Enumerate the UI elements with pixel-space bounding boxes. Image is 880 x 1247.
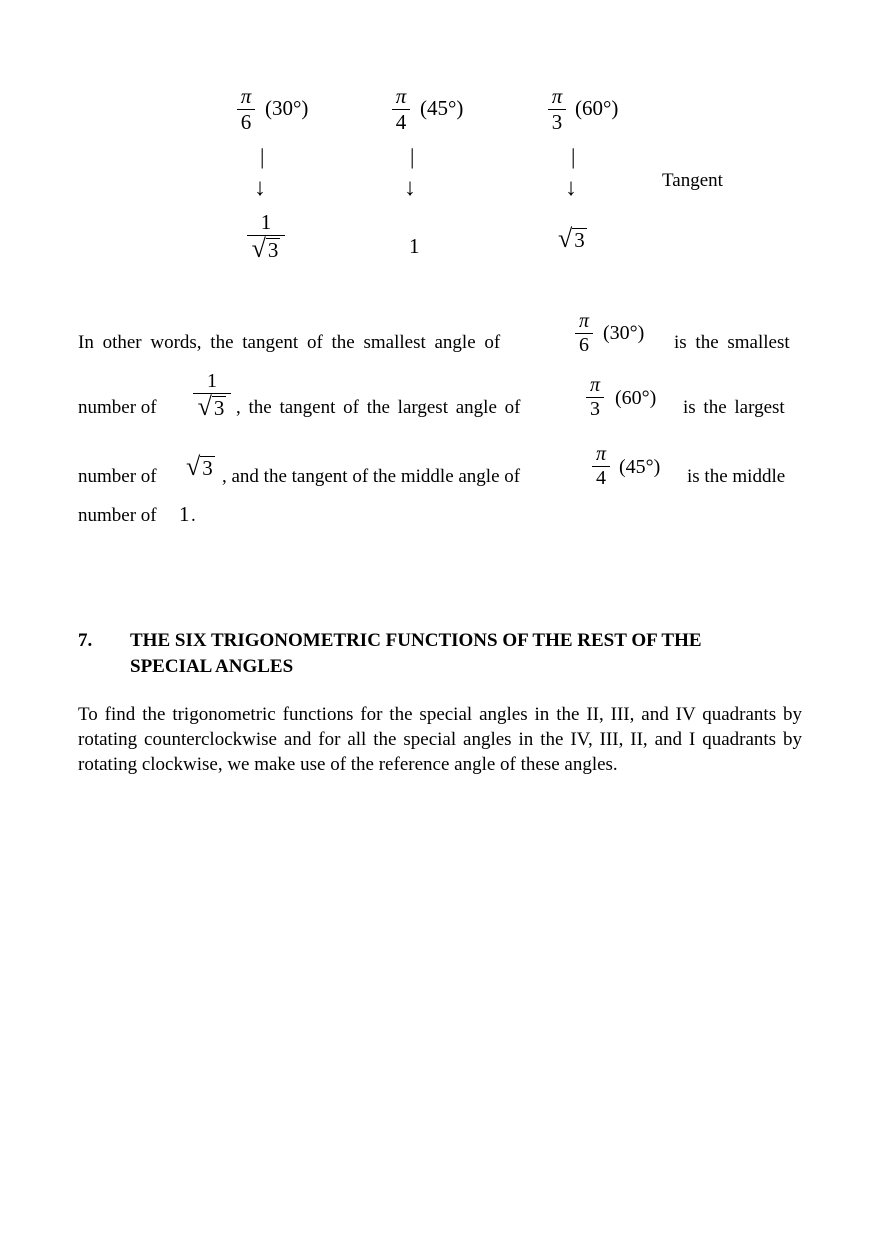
inline-fraction-pi-3: π 3 [585,374,605,421]
inline-fraction-1-over-sqrt3: 1 √ 3 [192,370,232,420]
paragraph-text: is the smallest [674,332,790,353]
angle-degrees-30: (30°) [265,96,309,120]
section-body: To find the trigonometric functions for the special angles in the II, III, and IV quadrants by rotating counterclockwise and for all the special angles in the IV, III, II, and I quadrants by rotating clockwise, we make use of the reference angle of these angles. [78,704,802,775]
tangent-label: Tangent [662,170,723,191]
section-title-line2: SPECIAL ANGLES [130,656,294,677]
angle-degrees-45: (45°) [420,96,464,120]
down-arrow-icon: ↓ [254,175,266,201]
connector-line: | [410,144,415,169]
paragraph-text: , the tangent of the largest angle of [236,397,521,418]
tangent-value-1: 1 [409,234,420,258]
sqrt-icon: √ [251,234,266,263]
angle-fraction-pi-4: π 4 [391,84,411,135]
connector-line: | [260,144,265,169]
paragraph-text: number of [78,505,157,526]
angle-fraction-pi-6: π 6 [236,84,256,135]
sqrt-icon: √ [558,224,573,253]
inline-value-1: 1 [179,502,190,526]
inline-fraction-pi-4: π 4 [591,443,611,490]
connector-line: | [571,144,576,169]
sqrt-icon: √ [186,452,201,481]
tangent-value-1-over-sqrt3: 1 √ 3 [246,210,286,262]
angle-fraction-pi-3: π 3 [547,84,567,135]
paragraph-text: . [191,505,196,526]
paragraph-text: is the middle [687,466,786,487]
down-arrow-icon: ↓ [565,175,577,201]
section-number: 7. [78,630,93,651]
down-arrow-icon: ↓ [404,175,416,201]
inline-degrees-30: (30°) [603,322,645,344]
sqrt-icon: √ [197,392,212,421]
inline-degrees-45: (45°) [619,456,661,478]
tangent-value-sqrt3: √ 3 [558,224,585,253]
inline-degrees-60: (60°) [615,387,657,409]
section-title-line1: THE SIX TRIGONOMETRIC FUNCTIONS OF THE REST OF THE [130,630,702,651]
paragraph-text: is the largest [683,397,785,418]
paragraph-text: , and the tangent of the middle angle of [222,466,521,487]
paragraph-text: number of [78,466,157,487]
inline-fraction-pi-6: π 6 [574,310,594,357]
paragraph-text: number of [78,397,157,418]
inline-sqrt3: √ 3 [186,452,213,481]
angle-degrees-60: (60°) [575,96,619,120]
paragraph-text: In other words, the tangent of the smallest angle of [78,332,501,353]
